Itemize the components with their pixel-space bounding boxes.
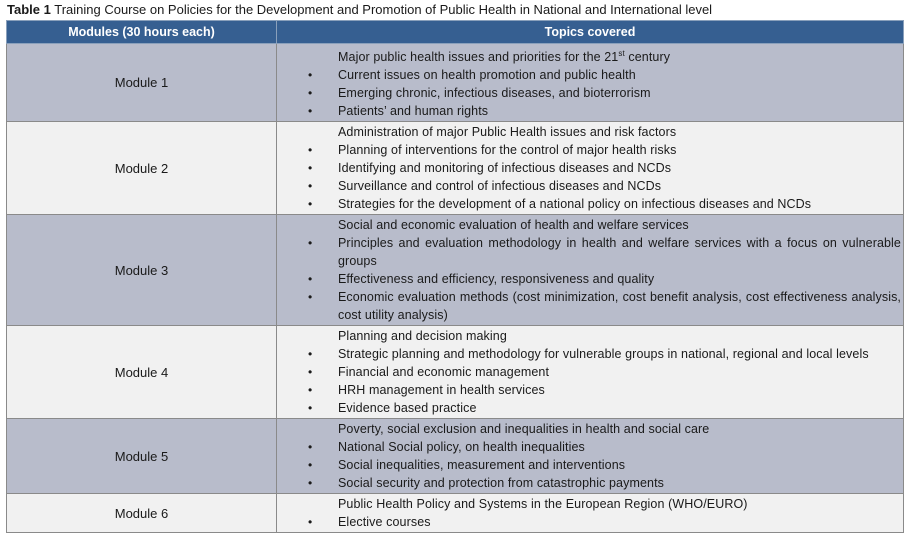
topics-list: [277, 419, 903, 493]
header-modules: Modules (30 hours each): [7, 21, 277, 44]
topic-item: • Current issues on health promotion and public health: [338, 66, 901, 84]
topics-list: [277, 326, 903, 418]
table-row: [7, 419, 904, 494]
topic-item: • Evidence based practice: [338, 399, 901, 417]
topics-cell: [277, 122, 904, 215]
topic-text: century: [624, 50, 671, 65]
topic-item: • Social security and protection from catastrophic payments: [338, 474, 901, 492]
topics-list: [277, 215, 903, 325]
module-cell: Module 2: [7, 122, 277, 215]
module-cell: Module 3: [7, 215, 277, 326]
topic-text: Major public health issues and priorities for the 21: [338, 50, 619, 65]
topic-item: Poverty, social exclusion and inequalities in health and social care: [338, 422, 710, 437]
table-header-row: [7, 21, 904, 44]
topic-item: • Elective courses: [338, 513, 901, 531]
topics-cell: [277, 44, 904, 122]
topics-cell: [277, 326, 904, 419]
module-cell: Module 5: [7, 419, 277, 494]
topic-item: • Strategic planning and methodology for vulnerable groups in national, regional and local levels: [338, 345, 901, 363]
table-body: [7, 44, 904, 533]
topic-item: [338, 45, 901, 66]
module-cell: Module 4: [7, 326, 277, 419]
topic-item: • HRH management in health services: [338, 381, 901, 399]
table-row: [7, 122, 904, 215]
topic-item: • Social inequalities, measurement and interventions: [338, 456, 901, 474]
table-caption-label: Table 1: [7, 2, 51, 17]
topic-item: Social and economic evaluation of health and welfare services: [338, 218, 689, 233]
topic-item: • Patients’ and human rights: [338, 102, 901, 120]
table-row: [7, 494, 904, 533]
topics-cell: [277, 215, 904, 326]
module-cell: Module 1: [7, 44, 277, 122]
topic-item: • National Social policy, on health inequalities: [338, 438, 901, 456]
topic-superscript: st: [618, 49, 625, 58]
topic-item: Public Health Policy and Systems in the European Region (WHO/EURO): [338, 497, 748, 512]
topics-list: [277, 494, 903, 532]
course-table: [6, 20, 904, 533]
table-row: [7, 215, 904, 326]
topics-cell: [277, 419, 904, 494]
topics-list: [277, 122, 903, 214]
topic-item: • Effectiveness and efficiency, responsiveness and quality: [338, 270, 901, 288]
module-cell: Module 6: [7, 494, 277, 533]
topic-item: • Planning of interventions for the control of major health risks: [338, 141, 901, 159]
topic-item: Planning and decision making: [338, 329, 507, 344]
topics-list: [277, 44, 903, 121]
topic-item: • Economic evaluation methods (cost minimization, cost benefit analysis, cost effectiveness analysis, cost utility analysis): [338, 288, 901, 324]
topic-item: Administration of major Public Health issues and risk factors: [338, 125, 677, 140]
topic-item: • Surveillance and control of infectious diseases and NCDs: [338, 177, 901, 195]
topics-cell: [277, 494, 904, 533]
header-topics: Topics covered: [277, 21, 904, 44]
topic-item: • Principles and evaluation methodology in health and welfare services with a focus on vulnerable groups: [338, 234, 901, 270]
table-row: [7, 44, 904, 122]
table-caption: [7, 2, 712, 18]
table-caption-text: Training Course on Policies for the Development and Promotion of Public Health in National and International level: [54, 2, 713, 17]
topic-item: • Strategies for the development of a national policy on infectious diseases and NCDs: [338, 195, 901, 213]
topic-item: • Identifying and monitoring of infectious diseases and NCDs: [338, 159, 901, 177]
topic-item: • Emerging chronic, infectious diseases, and bioterrorism: [338, 84, 901, 102]
table-row: [7, 326, 904, 419]
topic-item: • Financial and economic management: [338, 363, 901, 381]
